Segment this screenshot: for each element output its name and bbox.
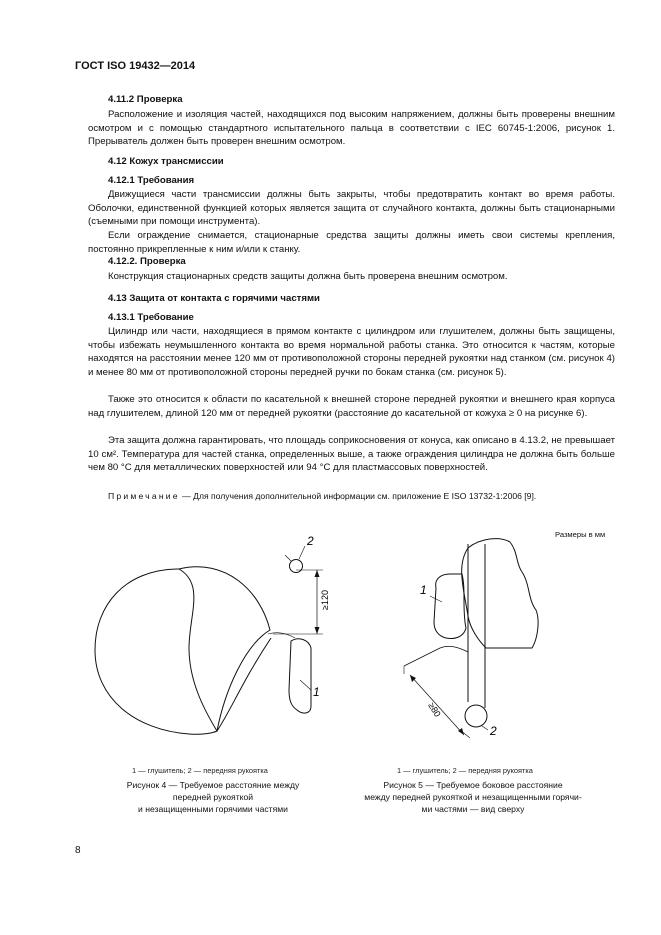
dimension-label: ≥80 xyxy=(426,700,443,719)
paragraph: Если ограждение снимается, стационарные средства защиты должны иметь свои системы крепления, постоянно прикрепленные к ним и/или к станку. xyxy=(88,230,615,255)
caption-line: Рисунок 5 — Требуемое боковое расстояние xyxy=(383,780,563,790)
note-label: Примечание xyxy=(108,491,180,501)
caption-line: Рисунок 4 — Требуемое расстояние между xyxy=(126,780,300,790)
paragraph: Эта защита должна гарантировать, что площадь соприкосновения от конуса, как описано в 4.13.2, не превышает 10 см². Температура для частей станка, определенных выше, а также ограждения цилиндра не должна быть больше чем 80 °С для металлических поверхностей или 94 °С для пластмассовых поверхностей. xyxy=(88,435,615,474)
paragraph: Расположение и изоляция частей, находящихся под высоким напряжением, должны быть проверены внешним осмотром и с помощью стандартного испытательного пальца в соответствии с IEC 60745-1:2006, рисунок 1. Прерыватель должен быть проверен внешним осмотром. xyxy=(88,109,615,148)
paragraph: Движущиеся части трансмиссии должны быть закрыты, чтобы предотвратить контакт во время работы. Оболочки, единственной функцией которых является защита от случайного контакта, должны быть стационарными (съемными при помощи инструмента). xyxy=(88,189,615,228)
figure-4-drawing xyxy=(85,530,335,755)
handle-circle xyxy=(290,560,303,573)
paragraph: Также это относится к области по касательной к внешней стороне передней рукоятки и внешнего края корпуса над глушителем, длиной 120 мм от передней рукоятки (расстояние до касательной от кожуха ≥ 0 на рисунке 6). xyxy=(88,394,615,419)
figure-4-caption xyxy=(95,779,331,816)
label-2: 2 xyxy=(307,534,314,548)
caption-line: передней рукояткой xyxy=(172,792,254,803)
figure-5-drawing xyxy=(390,530,610,755)
caption-line: ми частями — вид сверху xyxy=(421,804,525,815)
caption-line: между передней рукояткой и незащищенными горячи- xyxy=(364,792,582,803)
dimension-label: ≥120 xyxy=(320,590,330,610)
section-heading: 4.11.2 Проверка xyxy=(108,94,183,105)
label-1: 1 xyxy=(313,685,320,699)
note xyxy=(108,491,536,501)
label-1: 1 xyxy=(420,583,427,597)
housing-outline xyxy=(462,539,538,648)
section-heading: 4.13 Защита от контакта с горячими частями xyxy=(108,293,320,304)
muffler-outline xyxy=(434,574,466,639)
label-2: 2 xyxy=(490,724,497,738)
note-text: — Для получения дополнительной информации см. приложение Е ISO 13732-1:2006 [9]. xyxy=(179,491,537,501)
section-heading: 4.13.1 Требование xyxy=(108,312,194,323)
handle-circle xyxy=(465,705,487,727)
dimensions-note: Размеры в мм xyxy=(555,530,606,539)
caption-line: и незащищенными горячими частями xyxy=(138,804,288,815)
handle-outline xyxy=(289,639,311,713)
muffler-outline xyxy=(95,569,217,734)
paragraph: Конструкция стационарных средств защиты должна быть проверена внешним осмотром. xyxy=(108,271,508,282)
figure-4-legend: 1 — глушитель; 2 — передняя рукоятка xyxy=(132,766,268,775)
figure-5-legend: 1 — глушитель; 2 — передняя рукоятка xyxy=(397,766,533,775)
section-heading: 4.12.2. Проверка xyxy=(108,256,186,267)
guard-edge xyxy=(179,567,271,731)
document-header: ГОСТ ISO 19432—2014 xyxy=(75,60,196,72)
paragraph: Цилиндр или части, находящиеся в прямом контакте с цилиндром или глушителем, должны быть защищены, чтобы избежать неумышленного контакта во время нормальной работы станка. Это относится к частям, которые находятся на расстоянии менее 120 мм от противоположной стороны передней рукоятки над станком (см. рисунок 4) и менее 80 мм от противоположной стороны передней ручки по бокам станка (см. рисунок 5). xyxy=(88,326,615,378)
section-heading: 4.12.1 Требования xyxy=(108,175,195,186)
figure-5-caption xyxy=(345,779,601,816)
page-number: 8 xyxy=(75,845,81,856)
section-heading: 4.12 Кожух трансмиссии xyxy=(108,156,224,167)
